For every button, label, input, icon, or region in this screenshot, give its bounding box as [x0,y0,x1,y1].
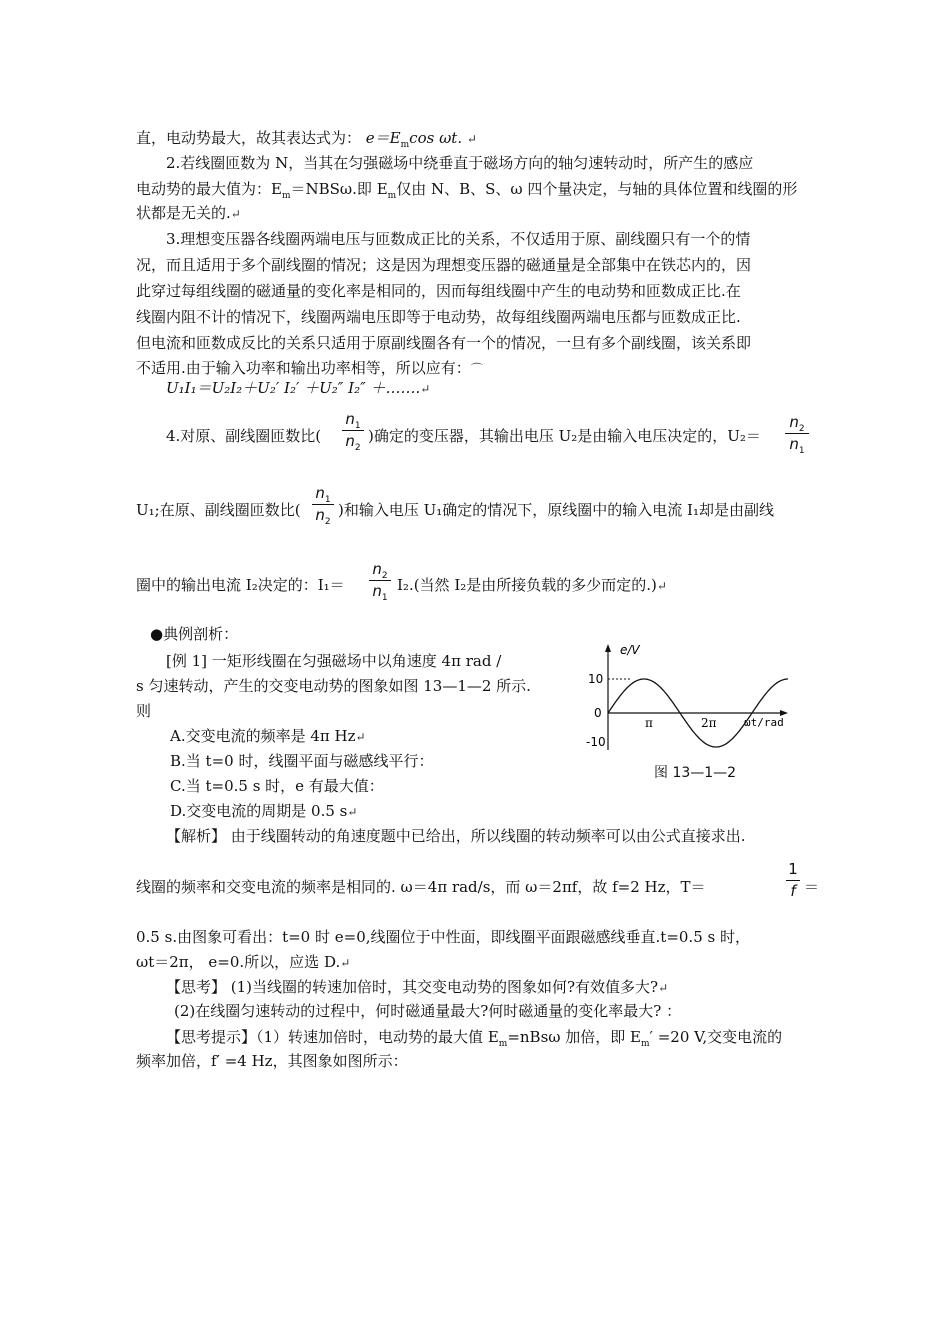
text-line: 【思考提示】（1）转速加倍时，电动势的最大值 $E_m=nBs\omega$ 加倍，即 $E_m' =20$ V,交变电流的 [166,1028,783,1049]
option-d: D.交变电流的周期是 0.5 s↵ [170,802,358,820]
option-b: B.当 t=0 时，线圈平面与磁感线平行： [170,752,434,770]
text-line: )和输入电压 U₁确定的情况下，原线圈中的输入电流 I₁却是由副线 [338,501,774,519]
option-a: A.交变电流的频率是 4π Hz↵ [170,727,366,745]
paragraph-mark-icon: ↵ [340,956,351,970]
text-line: ＝ [804,878,820,896]
paragraph-mark-icon: ↵ [347,805,358,819]
text-line: 不适用.由于输入功率和输出功率相等，所以应有：⌒ [136,359,483,377]
tick-label-minus-10: -10 [586,735,606,749]
text-line: I₂.(当然 I₂是由所接负载的多少而定的.)↵ [397,576,667,594]
fraction-n1-n2: $n_1$ $n_2$ [312,484,334,525]
tick-label-0: 0 [594,706,602,720]
paragraph-mark-icon: ↵ [656,579,667,593]
text-line: 3.理想变压器各线圈两端电压与匝数成正比的关系，不仅适用于原、副线圈只有一个的情 [166,230,751,248]
text-line: (2)在线圈匀速转动的过程中，何时磁通量最大?何时磁通量的变化率最大? ： [174,1002,682,1020]
option-c: C.当 t=0.5 s 时，e 有最大值： [170,777,384,795]
text-line: 【思考】 (1)当线圈的转速加倍时，其交变电动势的图象如何?有效值多大?↵ [166,978,669,996]
tick-label-pi: π [645,716,653,730]
fraction-n2-n1: $n_2$ $n_1$ [369,560,391,601]
text-line: 0.5 s.由图象可看出：t=0 时 e=0,线圈位于中性面，即线圈平面跟磁感线垂直.t=0.5 s 时， [136,928,750,946]
text-line: 线圈的频率和交变电流的频率是相同的. ω＝4π rad/s，而 ω＝2πf，故 f=2 Hz，T＝ [136,878,706,896]
paragraph-mark-icon: ↵ [230,207,241,221]
formula: e＝E [365,129,401,147]
text-line: 线圈内阻不计的情况下，线圈两端电压即等于电动势，故每组线圈两端电压都与匝数成正比. [136,308,741,326]
text-line: 电动势的最大值为：$E_m=NBS\omega$.即 $E_m$仅由 N、B、S、ω 四个量决定，与轴的具体位置和线圈的形 [136,180,798,201]
text-line: 但电流和匝数成反比的关系只适用于原副线圈各有一个的情况，一旦有多个副线圈，该关系即 [136,334,752,352]
text-line: 4.对原、副线圈匝数比( [166,427,322,445]
text-line: )确定的变压器，其输出电压 U₂是由输入电压决定的，U₂＝ [368,427,761,445]
text-line: ωt＝2π， e=0.所以，应选 D.↵ [136,953,351,971]
text-line: 频率加倍，f′ =4 Hz，其图象如图所示： [136,1052,408,1070]
text-line: s 匀速转动，产生的交变电动势的图象如图 13—1—2 所示. [136,677,531,695]
text-line: U₁I₁＝U₂I₂＋U₂′ I₂′ ＋U₂″ I₂″ ＋…….↵ [166,379,431,397]
text-line: [例 1] 一矩形线圈在匀强磁场中以角速度 4π rad / [166,652,502,670]
fraction-1-f: 1 f [786,860,800,901]
y-axis-arrow [605,644,611,652]
paragraph-mark-icon: ↵ [658,981,669,995]
paragraph-mark-icon: ⌒ [470,362,483,376]
sine-wave-figure [574,638,804,758]
figure-caption: 图 13—1—2 [654,765,737,781]
text-line: U₁;在原、副线圈匝数比( [136,501,301,519]
fraction-n1-n2: $n_1$ $n_2$ [342,410,364,451]
text-line: 圈中的输出电流 I₂决定的：I₁＝ [136,576,345,594]
section-heading: ●典例剖析： [150,625,239,643]
text-line: 直，电动势最大，故其表达式为： $e=E_m\cos$ ωt. ↵ [136,129,477,150]
paragraph-mark-icon: ↵ [420,382,431,396]
y-axis-label: e/V [620,643,640,657]
paragraph-mark-icon: ↵ [355,730,366,744]
text-line: 【解析】 由于线圈转动的角速度题中已给出，所以线圈的转动频率可以由公式直接求出. [166,827,746,845]
tick-label-10: 10 [588,672,604,686]
text-line: 2.若线圈匝数为 N，当其在匀强磁场中绕垂直于磁场方向的轴匀速转动时，所产生的感应 [166,154,754,172]
text-line: 况，而且适用于多个副线圈的情况；这是因为理想变压器的磁通量是全部集中在铁芯内的，因 [136,256,752,274]
tick-label-2pi: 2π [701,716,717,730]
x-axis-label: ωt/rad [744,716,784,729]
fraction-n2-n1: $n_2$ $n_1$ [785,413,809,454]
text-line: 则 [136,702,152,720]
paragraph-mark-icon: ↵ [466,132,477,146]
text-line: 此穿过每组线圈的磁通量的变化率是相同的，因而每组线圈中产生的电动势和匝数成正比.在 [136,282,741,300]
text-line: 状都是无关的.↵ [136,204,241,222]
